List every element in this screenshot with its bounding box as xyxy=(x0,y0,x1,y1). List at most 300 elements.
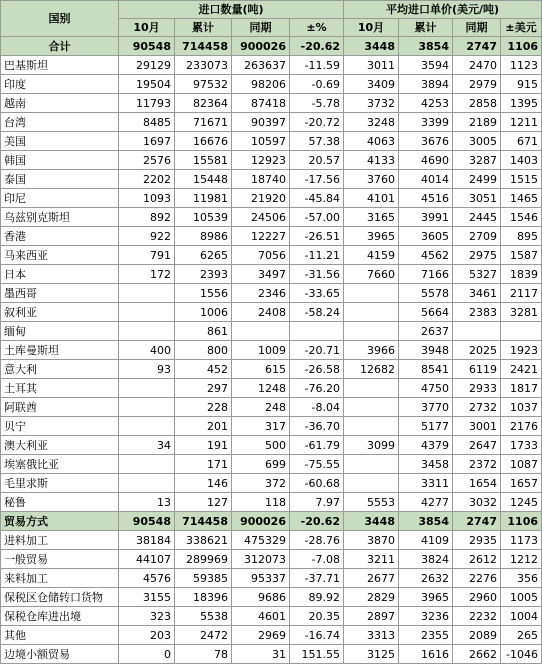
col-header: 累计 xyxy=(399,19,453,37)
table-cell: 78 xyxy=(175,645,232,664)
table-cell xyxy=(119,398,175,417)
table-cell: 201 xyxy=(175,417,232,436)
table-cell: 2612 xyxy=(453,550,501,569)
table-cell: 4133 xyxy=(344,151,399,170)
table-cell: 3125 xyxy=(344,645,399,664)
table-cell: 3760 xyxy=(344,170,399,189)
table-cell: 2732 xyxy=(453,398,501,417)
table-cell: 900026 xyxy=(232,37,290,56)
table-cell: 89.92 xyxy=(290,588,344,607)
table-cell xyxy=(119,303,175,322)
table-cell: -33.65 xyxy=(290,284,344,303)
table-cell: 1657 xyxy=(501,474,542,493)
table-cell: 2445 xyxy=(453,208,501,227)
row-label: 土耳其 xyxy=(1,379,119,398)
table-cell: 2979 xyxy=(453,75,501,94)
table-cell: 11793 xyxy=(119,94,175,113)
table-cell: 1616 xyxy=(399,645,453,664)
table-row xyxy=(1,56,542,75)
table-cell: 15581 xyxy=(175,151,232,170)
table-cell: -0.69 xyxy=(290,75,344,94)
table-cell: -45.84 xyxy=(290,189,344,208)
table-cell: -20.62 xyxy=(290,37,344,56)
table-cell: 191 xyxy=(175,436,232,455)
table-cell: -36.70 xyxy=(290,417,344,436)
table-cell: 2355 xyxy=(399,626,453,645)
table-cell: 323 xyxy=(119,607,175,626)
table-cell: 1403 xyxy=(501,151,542,170)
table-cell: 248 xyxy=(232,398,290,417)
table-cell xyxy=(344,398,399,417)
row-label: 其他 xyxy=(1,626,119,645)
table-cell: 6265 xyxy=(175,246,232,265)
table-cell: 1546 xyxy=(501,208,542,227)
table-cell: 714458 xyxy=(175,512,232,531)
table-cell: 90548 xyxy=(119,512,175,531)
row-label: 泰国 xyxy=(1,170,119,189)
table-cell: 151.55 xyxy=(290,645,344,664)
table-row xyxy=(1,626,542,645)
table-cell: 2276 xyxy=(453,569,501,588)
table-cell: 4379 xyxy=(399,436,453,455)
table-cell xyxy=(290,322,344,341)
table-cell: 2829 xyxy=(344,588,399,607)
table-cell: 3001 xyxy=(453,417,501,436)
table-cell: 1817 xyxy=(501,379,542,398)
table-cell: 2960 xyxy=(453,588,501,607)
price-group-header: 平均进口单价(美元/吨) xyxy=(344,1,542,19)
table-cell: 892 xyxy=(119,208,175,227)
table-cell: 71671 xyxy=(175,113,232,132)
table-cell: 3732 xyxy=(344,94,399,113)
table-cell xyxy=(119,379,175,398)
table-cell: 4101 xyxy=(344,189,399,208)
table-cell: 3399 xyxy=(399,113,453,132)
row-label: 埃塞俄比亚 xyxy=(1,455,119,474)
table-cell: 265 xyxy=(501,626,542,645)
table-cell: 8541 xyxy=(399,360,453,379)
trade-total-row xyxy=(1,512,542,531)
table-cell: 10539 xyxy=(175,208,232,227)
table-cell: 44107 xyxy=(119,550,175,569)
table-cell: 2372 xyxy=(453,455,501,474)
table-cell: 7.97 xyxy=(290,493,344,512)
table-cell: 12227 xyxy=(232,227,290,246)
table-cell: 3605 xyxy=(399,227,453,246)
row-label: 秘鲁 xyxy=(1,493,119,512)
table-cell: 1515 xyxy=(501,170,542,189)
table-cell: 861 xyxy=(175,322,232,341)
table-cell: 8485 xyxy=(119,113,175,132)
table-cell: 1106 xyxy=(501,512,542,531)
table-row xyxy=(1,417,542,436)
col-header: ±% xyxy=(290,19,344,37)
table-cell: 2935 xyxy=(453,531,501,550)
table-cell: -76.20 xyxy=(290,379,344,398)
table-cell: -11.21 xyxy=(290,246,344,265)
table-cell: -28.76 xyxy=(290,531,344,550)
table-cell: 2470 xyxy=(453,56,501,75)
row-label: 保税区仓储转口货物 xyxy=(1,588,119,607)
col-header: 10月 xyxy=(119,19,175,37)
row-label: 进料加工 xyxy=(1,531,119,550)
table-cell: 3965 xyxy=(344,227,399,246)
row-label: 墨西哥 xyxy=(1,284,119,303)
table-row xyxy=(1,322,542,341)
table-row xyxy=(1,265,542,284)
table-cell: -60.68 xyxy=(290,474,344,493)
table-cell: 3948 xyxy=(399,341,453,360)
table-cell: 1106 xyxy=(501,37,542,56)
qty-group-header: 进口数量(吨) xyxy=(119,1,344,19)
table-cell: 3409 xyxy=(344,75,399,94)
table-cell: 1037 xyxy=(501,398,542,417)
table-cell: 5327 xyxy=(453,265,501,284)
table-cell: 1004 xyxy=(501,607,542,626)
table-cell: 38184 xyxy=(119,531,175,550)
table-cell xyxy=(344,303,399,322)
table-row xyxy=(1,493,542,512)
table-cell: -11.59 xyxy=(290,56,344,75)
table-cell: 2747 xyxy=(453,512,501,531)
row-label: 贸易方式 xyxy=(1,512,119,531)
table-cell: -37.71 xyxy=(290,569,344,588)
table-row xyxy=(1,455,542,474)
table-cell: -31.56 xyxy=(290,265,344,284)
table-cell: 4109 xyxy=(399,531,453,550)
table-cell: 2969 xyxy=(232,626,290,645)
table-cell: 15448 xyxy=(175,170,232,189)
row-label: 贝宁 xyxy=(1,417,119,436)
table-row xyxy=(1,170,542,189)
table-cell: 5538 xyxy=(175,607,232,626)
table-cell: 475329 xyxy=(232,531,290,550)
table-cell xyxy=(232,322,290,341)
table-cell: 171 xyxy=(175,455,232,474)
table-cell: 5578 xyxy=(399,284,453,303)
table-cell xyxy=(344,474,399,493)
row-label: 韩国 xyxy=(1,151,119,170)
table-cell: 1212 xyxy=(501,550,542,569)
table-cell: 98206 xyxy=(232,75,290,94)
table-cell: 2499 xyxy=(453,170,501,189)
table-cell: 203 xyxy=(119,626,175,645)
col-header: 累计 xyxy=(175,19,232,37)
table-cell: 4690 xyxy=(399,151,453,170)
table-cell: 263637 xyxy=(232,56,290,75)
table-cell: 915 xyxy=(501,75,542,94)
row-label: 印尼 xyxy=(1,189,119,208)
col-header: 同期 xyxy=(232,19,290,37)
table-cell: 922 xyxy=(119,227,175,246)
table-row xyxy=(1,284,542,303)
table-cell: 1556 xyxy=(175,284,232,303)
row-label: 阿联酋 xyxy=(1,398,119,417)
table-cell: 2089 xyxy=(453,626,501,645)
table-cell: 8986 xyxy=(175,227,232,246)
table-cell: 317 xyxy=(232,417,290,436)
table-cell: 2709 xyxy=(453,227,501,246)
table-cell: -26.58 xyxy=(290,360,344,379)
table-cell xyxy=(119,455,175,474)
table-cell: 3236 xyxy=(399,607,453,626)
table-row xyxy=(1,645,542,664)
table-cell: 2576 xyxy=(119,151,175,170)
table-body xyxy=(1,37,542,664)
row-label: 台湾 xyxy=(1,113,119,132)
table-row xyxy=(1,360,542,379)
table-row xyxy=(1,436,542,455)
table-cell: 2662 xyxy=(453,645,501,664)
table-cell: 20.35 xyxy=(290,607,344,626)
table-row xyxy=(1,341,542,360)
table-cell: 3287 xyxy=(453,151,501,170)
table-cell: 3966 xyxy=(344,341,399,360)
table-cell: 2025 xyxy=(453,341,501,360)
table-row xyxy=(1,227,542,246)
table-cell: 2975 xyxy=(453,246,501,265)
table-cell: 7660 xyxy=(344,265,399,284)
col-header: ±美元 xyxy=(501,19,542,37)
table-cell: 3248 xyxy=(344,113,399,132)
table-cell: 2677 xyxy=(344,569,399,588)
table-cell: 127 xyxy=(175,493,232,512)
table-cell xyxy=(501,322,542,341)
table-cell: 4601 xyxy=(232,607,290,626)
table-cell: 791 xyxy=(119,246,175,265)
table-cell: 400 xyxy=(119,341,175,360)
table-cell: 3497 xyxy=(232,265,290,284)
table-cell: 228 xyxy=(175,398,232,417)
row-label: 意大利 xyxy=(1,360,119,379)
table-cell: 1006 xyxy=(175,303,232,322)
table-cell: 2858 xyxy=(453,94,501,113)
table-cell: 90397 xyxy=(232,113,290,132)
table-cell: 2747 xyxy=(453,37,501,56)
table-cell: -7.08 xyxy=(290,550,344,569)
row-label: 印度 xyxy=(1,75,119,94)
table-cell: 16676 xyxy=(175,132,232,151)
table-cell: 10597 xyxy=(232,132,290,151)
table-cell: 18740 xyxy=(232,170,290,189)
table-cell: -8.04 xyxy=(290,398,344,417)
table-cell: 3458 xyxy=(399,455,453,474)
table-cell xyxy=(119,474,175,493)
table-cell: 1211 xyxy=(501,113,542,132)
table-row xyxy=(1,588,542,607)
table-cell: 1395 xyxy=(501,94,542,113)
table-cell: 93 xyxy=(119,360,175,379)
table-cell: 172 xyxy=(119,265,175,284)
table-cell: 3824 xyxy=(399,550,453,569)
table-cell: 87418 xyxy=(232,94,290,113)
table-cell: 900026 xyxy=(232,512,290,531)
table-cell: 2647 xyxy=(453,436,501,455)
total-row xyxy=(1,37,542,56)
table-cell: 18396 xyxy=(175,588,232,607)
table-row xyxy=(1,569,542,588)
table-cell: -16.74 xyxy=(290,626,344,645)
table-cell: 2346 xyxy=(232,284,290,303)
table-cell: 118 xyxy=(232,493,290,512)
table-cell: 2408 xyxy=(232,303,290,322)
table-cell: 4253 xyxy=(399,94,453,113)
table-cell: 3870 xyxy=(344,531,399,550)
table-cell: 3155 xyxy=(119,588,175,607)
table-row xyxy=(1,208,542,227)
table-row xyxy=(1,531,542,550)
table-cell: 4750 xyxy=(399,379,453,398)
table-row xyxy=(1,113,542,132)
table-cell: 57.38 xyxy=(290,132,344,151)
table-cell xyxy=(344,417,399,436)
table-cell: 500 xyxy=(232,436,290,455)
table-cell: -26.51 xyxy=(290,227,344,246)
row-label: 香港 xyxy=(1,227,119,246)
row-label: 乌兹别克斯坦 xyxy=(1,208,119,227)
table-cell: 1923 xyxy=(501,341,542,360)
table-cell: 3854 xyxy=(399,37,453,56)
table-cell: 1465 xyxy=(501,189,542,208)
table-row xyxy=(1,132,542,151)
table-cell: 5553 xyxy=(344,493,399,512)
table-cell: 3594 xyxy=(399,56,453,75)
table-cell: 3448 xyxy=(344,37,399,56)
table-cell: 31 xyxy=(232,645,290,664)
table-row xyxy=(1,189,542,208)
table-cell: 297 xyxy=(175,379,232,398)
table-cell: -75.55 xyxy=(290,455,344,474)
table-row xyxy=(1,474,542,493)
table-cell: 2933 xyxy=(453,379,501,398)
table-cell: 97532 xyxy=(175,75,232,94)
table-cell: 356 xyxy=(501,569,542,588)
table-cell: 11981 xyxy=(175,189,232,208)
table-cell: 2637 xyxy=(399,322,453,341)
table-cell: 3005 xyxy=(453,132,501,151)
table-cell: 3051 xyxy=(453,189,501,208)
table-cell: -57.00 xyxy=(290,208,344,227)
table-cell: 1093 xyxy=(119,189,175,208)
table-cell: 372 xyxy=(232,474,290,493)
table-cell: 29129 xyxy=(119,56,175,75)
table-cell: 312073 xyxy=(232,550,290,569)
table-cell: 3965 xyxy=(399,588,453,607)
table-cell: 24506 xyxy=(232,208,290,227)
table-cell: 1587 xyxy=(501,246,542,265)
table-cell: 3281 xyxy=(501,303,542,322)
table-cell: 4562 xyxy=(399,246,453,265)
table-cell: 3032 xyxy=(453,493,501,512)
row-label: 一般贸易 xyxy=(1,550,119,569)
table-cell: 3099 xyxy=(344,436,399,455)
table-cell xyxy=(119,284,175,303)
table-cell: 289969 xyxy=(175,550,232,569)
table-cell xyxy=(344,322,399,341)
table-cell: 2232 xyxy=(453,607,501,626)
table-cell: 2202 xyxy=(119,170,175,189)
table-cell: 59385 xyxy=(175,569,232,588)
row-label: 马来西亚 xyxy=(1,246,119,265)
table-row xyxy=(1,550,542,569)
table-cell: 1005 xyxy=(501,588,542,607)
table-cell: -20.62 xyxy=(290,512,344,531)
table-cell: 2393 xyxy=(175,265,232,284)
table-cell: 6119 xyxy=(453,360,501,379)
country-header: 国别 xyxy=(1,1,119,37)
table-cell: -1046 xyxy=(501,645,542,664)
header-row-1 xyxy=(1,1,542,19)
table-cell: 13 xyxy=(119,493,175,512)
table-cell: 1245 xyxy=(501,493,542,512)
row-label: 日本 xyxy=(1,265,119,284)
table-cell xyxy=(344,379,399,398)
row-label: 澳大利亚 xyxy=(1,436,119,455)
row-label: 土库曼斯坦 xyxy=(1,341,119,360)
table-cell: 2897 xyxy=(344,607,399,626)
table-cell xyxy=(344,455,399,474)
table-cell: 699 xyxy=(232,455,290,474)
table-cell: 34 xyxy=(119,436,175,455)
table-cell: 3313 xyxy=(344,626,399,645)
row-label: 保税仓库进出境 xyxy=(1,607,119,626)
table-cell: 4159 xyxy=(344,246,399,265)
table-cell: -17.56 xyxy=(290,170,344,189)
table-cell: 1654 xyxy=(453,474,501,493)
table-cell: 9686 xyxy=(232,588,290,607)
table-cell: 12923 xyxy=(232,151,290,170)
table-cell: 0 xyxy=(119,645,175,664)
col-header: 10月 xyxy=(344,19,399,37)
table-cell: 4516 xyxy=(399,189,453,208)
table-row xyxy=(1,303,542,322)
table-cell: 4063 xyxy=(344,132,399,151)
table-cell: 82364 xyxy=(175,94,232,113)
table-cell: 2383 xyxy=(453,303,501,322)
table-cell: -61.79 xyxy=(290,436,344,455)
table-cell: 4014 xyxy=(399,170,453,189)
row-label: 缅甸 xyxy=(1,322,119,341)
table-cell: 3311 xyxy=(399,474,453,493)
table-cell: 146 xyxy=(175,474,232,493)
table-cell: 2117 xyxy=(501,284,542,303)
table-cell: 1697 xyxy=(119,132,175,151)
table-cell: 1173 xyxy=(501,531,542,550)
table-cell: 19504 xyxy=(119,75,175,94)
table-cell: 2176 xyxy=(501,417,542,436)
table-cell: 5664 xyxy=(399,303,453,322)
table-cell: 1248 xyxy=(232,379,290,398)
table-cell: 3991 xyxy=(399,208,453,227)
row-label: 叙利亚 xyxy=(1,303,119,322)
table-cell: 1839 xyxy=(501,265,542,284)
row-label: 合计 xyxy=(1,37,119,56)
col-header: 同期 xyxy=(453,19,501,37)
table-cell: -58.24 xyxy=(290,303,344,322)
table-cell: 3211 xyxy=(344,550,399,569)
table-row xyxy=(1,94,542,113)
table-cell: 3854 xyxy=(399,512,453,531)
table-cell: 3165 xyxy=(344,208,399,227)
table-cell: 7056 xyxy=(232,246,290,265)
table-cell: 5177 xyxy=(399,417,453,436)
table-row xyxy=(1,246,542,265)
table-cell xyxy=(453,322,501,341)
row-label: 毛里求斯 xyxy=(1,474,119,493)
table-row xyxy=(1,379,542,398)
table-cell: 1087 xyxy=(501,455,542,474)
table-row xyxy=(1,398,542,417)
